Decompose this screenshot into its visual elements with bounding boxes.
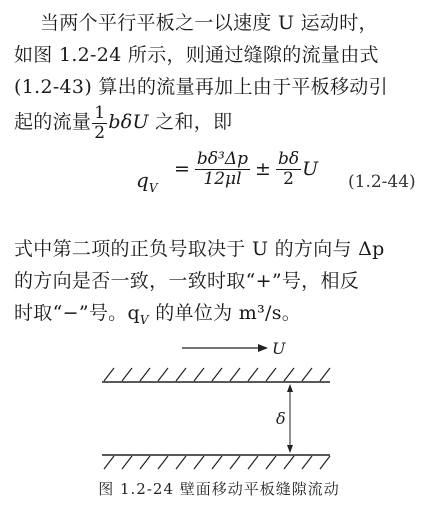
para1-line4-after: 之和，即 [148,111,233,134]
equation-pm: ± [255,158,271,181]
para2-line3-after: 的单位为 m³/s。 [148,302,302,324]
equation-tail: U [302,158,319,181]
lower-plate [102,455,330,469]
para1-line3: (1.2-43) 算出的流量再加上由于平板移动引 [14,76,388,98]
para2-line3-text: 时取“−”号。q [14,302,140,324]
equation-frac1-den: 12μl [203,168,242,189]
velocity-arrow [182,344,268,352]
equation-frac2-den: 2 [283,168,294,189]
gap-dimension [287,384,293,453]
para2-line1: 式中第二项的正负号取决于 U 的方向与 Δp [14,238,385,260]
equation-frac2-num: bδ [277,149,300,169]
velocity-label: U [272,339,286,358]
gap-label: δ [276,409,286,428]
half-fraction-num: 1 [94,103,106,123]
para1-line4-before: 起的流量 [14,111,92,134]
equation-number: (1.2-44) [348,172,416,192]
figure-caption: 图 1.2-24 壁面移动平板缝隙流动 [98,480,340,498]
para1-line4-expr: bδU [108,111,149,134]
equation-equals: = [174,158,190,181]
para1-line1: 当两个平行平板之一以速度 U 运动时， [40,12,378,34]
equation-frac1-num: bδ³Δp [196,149,249,169]
para1-line2: 如图 1.2-24 所示，则通过缝隙的流量由式 [14,44,379,66]
upper-plate [102,368,330,382]
half-fraction-den: 2 [94,122,106,143]
para2-line3-sub: V [139,312,149,327]
equation-lhs-sub: V [148,181,158,195]
equation-lhs-q: q [136,168,149,192]
para2-line2: 的方向是否一致，一致时取“+”号，相反 [14,270,360,292]
